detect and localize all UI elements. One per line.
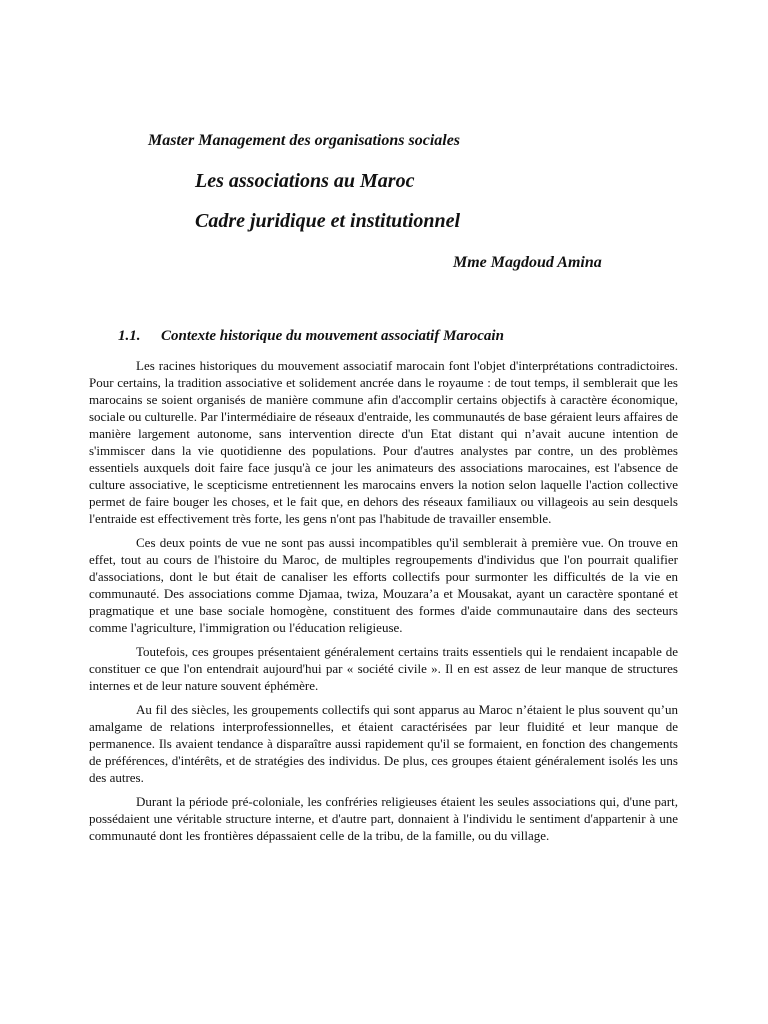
document-title: Les associations au Maroc [195, 170, 415, 192]
paragraph: Au fil des siècles, les groupements collectifs qui sont apparus au Maroc n’étaient le plus souvent qu’un amalgame de relations interprofessionnelles, et étaient caractérisées par leur fluidité et leur manque de permanence. Ils avaient tendance à disparaître aussi rapidement qu'il se formaient, en fonction des changements de préférences, d'intérêts, et de stratégies des individus. De plus, ces groupes étaient généralement isolés les uns des autres. [89, 702, 678, 785]
body-text [89, 357, 678, 851]
document-subtitle: Cadre juridique et institutionnel [195, 210, 461, 232]
section-title: Contexte historique du mouvement associatif Marocain [161, 328, 504, 344]
master-program-title: Master Management des organisations sociales [148, 132, 461, 149]
paragraph: Ces deux points de vue ne sont pas aussi incompatibles qu'il semblerait à première vue. On trouve en effet, tout au cours de l'histoire du Maroc, de multiples regroupements d'individus que l'on pourrait qualifier d'associations, dont le but était de canaliser les efforts collectifs pour surmonter les difficultés de la vie en communauté. Des associations comme Djamaa, twiza, Mouzara’a et Mousakat, ayant un caractère spontané et pragmatique et une base sociale homogène, constituent des formes d'aide communautaire dans des secteurs comme l'agriculture, l'immigration ou l'éducation religieuse. [89, 535, 678, 635]
paragraph: Toutefois, ces groupes présentaient généralement certains traits essentiels qui le rendaient incapable de constituer ce que l'on entendrait aujourd'hui par « société civile ». Il en est assez de leur manque de structures internes et de leur nature souvent éphémère. [89, 644, 678, 693]
paragraph: Les racines historiques du mouvement associatif marocain font l'objet d'interprétations contradictoires. Pour certains, la tradition associative et solidement ancrée dans le royaume : de tout temps, il semblerait que les marocains se soient organisés de manière commune afin d'accomplir certains objectifs à caractère économique, sociale ou culturelle. Par l'intermédiaire de réseaux d'entraide, les communautés de base géraient leurs affaires de manière largement autonome, sans intervention directe d'un Etat distant qui n’avait aucune intention de s'immiscer dans la vie quotidienne des populations. Pour d'autres analystes par contre, un des problèmes essentiels auxquels doit faire face jusqu'à ce jour les animateurs des associations marocaines, est l'absence de culture associative, le scepticisme entretiennent les marocains envers la notion selon laquelle l'action collective permet de faire bouger les choses, et le fait que, en dehors des réseaux familiaux ou villageois au sein desquels l'entraide est effectivement très forte, les gens n'ont pas l'habitude de travailler ensemble. [89, 358, 678, 526]
paragraph: Durant la période pré-coloniale, les confréries religieuses étaient les seules associations qui, d'une part, possédaient une véritable structure interne, et d'autre part, donnaient à l'individu le sentiment d'appartenir à une communauté dont les frontières dépassaient celle de la tribu, de la famille, ou du village. [89, 794, 678, 843]
author-name: Mme Magdoud Amina [453, 254, 602, 271]
section-heading [118, 328, 504, 345]
section-number: 1.1. [118, 328, 141, 344]
